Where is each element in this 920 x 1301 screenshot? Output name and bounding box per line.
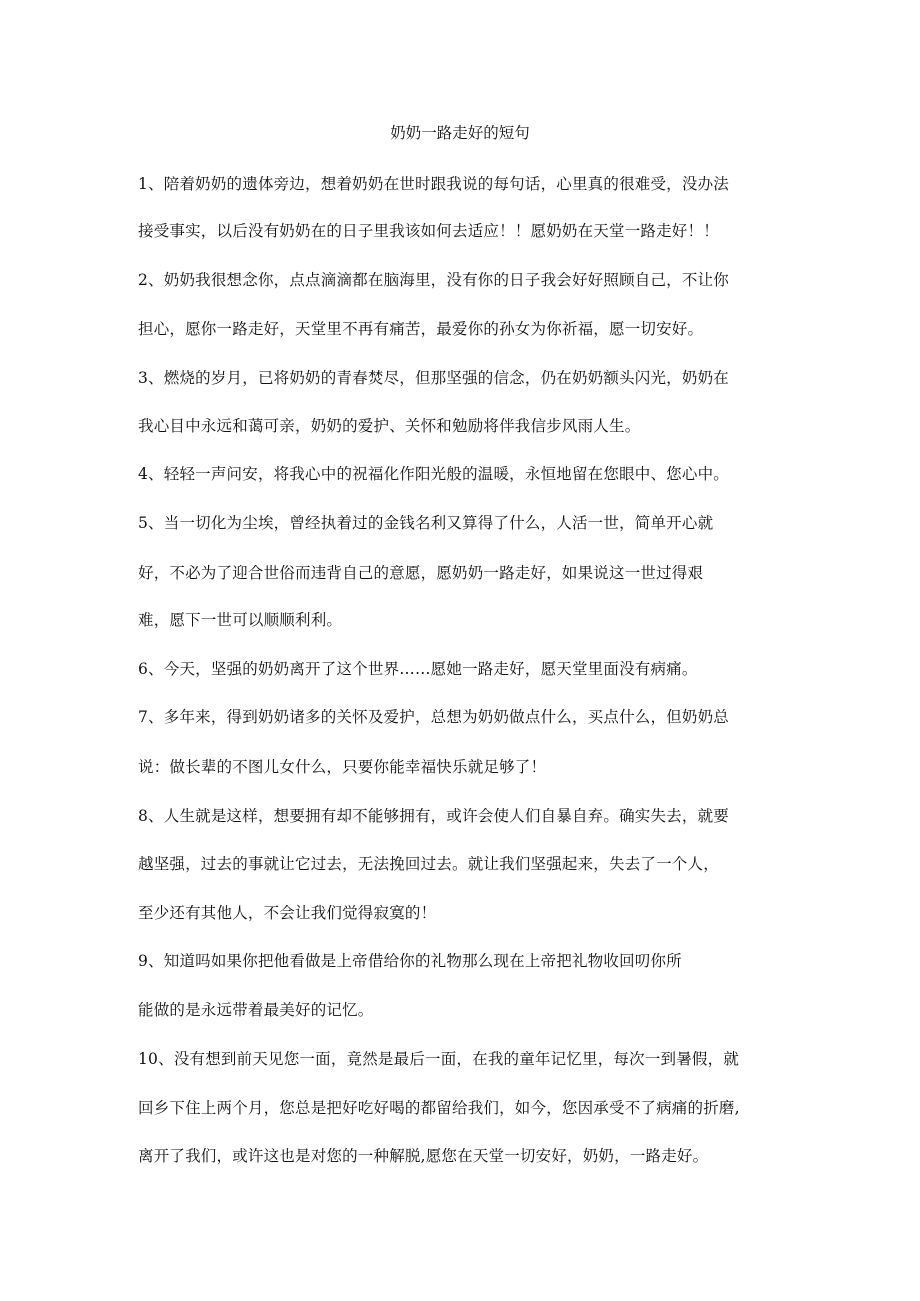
text-line: 我心目中永远和蔼可亲，奶奶的爱护、关怀和勉励将伴我信步风雨人生。 <box>138 417 641 435</box>
document-title: 奶奶一路走好的短句 <box>390 124 530 142</box>
text-line: 难，愿下一世可以顺顺利利。 <box>138 611 343 629</box>
text-line: 说：做长辈的不图儿女什么，只要你能幸福快乐就足够了！ <box>138 758 547 776</box>
text-line: 6、今天，坚强的奶奶离开了这个世界……愿她一路走好，愿天堂里面没有病痛。 <box>138 660 698 678</box>
text-line: 3、燃烧的岁月，已将奶奶的青春焚尽，但那坚强的信念，仍在奶奶额头闪光，奶奶在 <box>138 369 729 387</box>
text-line: 好，不必为了迎合世俗而违背自己的意愿，愿奶奶一路走好，如果说这一世过得艰 <box>138 564 704 582</box>
text-line: 担心，愿你一路走好，天堂里不再有痛苦，最爱你的孙女为你祈福，愿一切安好。 <box>138 320 704 338</box>
text-line: 回乡下住上两个月，您总是把好吃好喝的都留给我们，如今，您因承受不了病痛的折磨, <box>138 1099 740 1117</box>
text-line: 至少还有其他人，不会让我们觉得寂寞的！ <box>138 904 437 922</box>
text-line: 10、没有想到前天见您一面，竟然是最后一面，在我的童年记忆里，每次一到暑假，就 <box>138 1050 740 1068</box>
text-line: 8、人生就是这样，想要拥有却不能够拥有，或许会使人们自暴自弃。确实失去，就要 <box>138 807 729 825</box>
text-line: 7、多年来，得到奶奶诸多的关怀及爱护，总想为奶奶做点什么，买点什么，但奶奶总 <box>138 708 729 726</box>
text-line: 9、知道吗如果你把他看做是上帝借给你的礼物那么现在上帝把礼物收回叨你所 <box>138 952 682 970</box>
text-line: 能做的是永远带着最美好的记忆。 <box>138 1001 374 1019</box>
text-line: 4、轻轻一声问安，将我心中的祝福化作阳光般的温暖，永恒地留在您眼中、您心中。 <box>138 465 729 483</box>
text-line: 1、陪着奶奶的遗体旁边，想着奶奶在世时跟我说的每句话，心里真的很难受，没办法 <box>138 175 729 193</box>
text-line: 离开了我们，或许这也是对您的一种解脱,愿您在天堂一切安好，奶奶，一路走好。 <box>138 1147 709 1165</box>
text-line: 5、当一切化为尘埃，曾经执着过的金钱名利又算得了什么，人活一世，简单开心就 <box>138 514 714 532</box>
text-line: 接受事实，以后没有奶奶在的日子里我该如何去适应！！愿奶奶在天堂一路走好！！ <box>138 222 719 240</box>
text-line: 越坚强，过去的事就让它过去，无法挽回过去。就让我们坚强起来，失去了一个人， <box>138 855 719 873</box>
text-line: 2、奶奶我很想念你，点点滴滴都在脑海里，没有你的日子我会好好照顾自己，不让你 <box>138 271 729 289</box>
